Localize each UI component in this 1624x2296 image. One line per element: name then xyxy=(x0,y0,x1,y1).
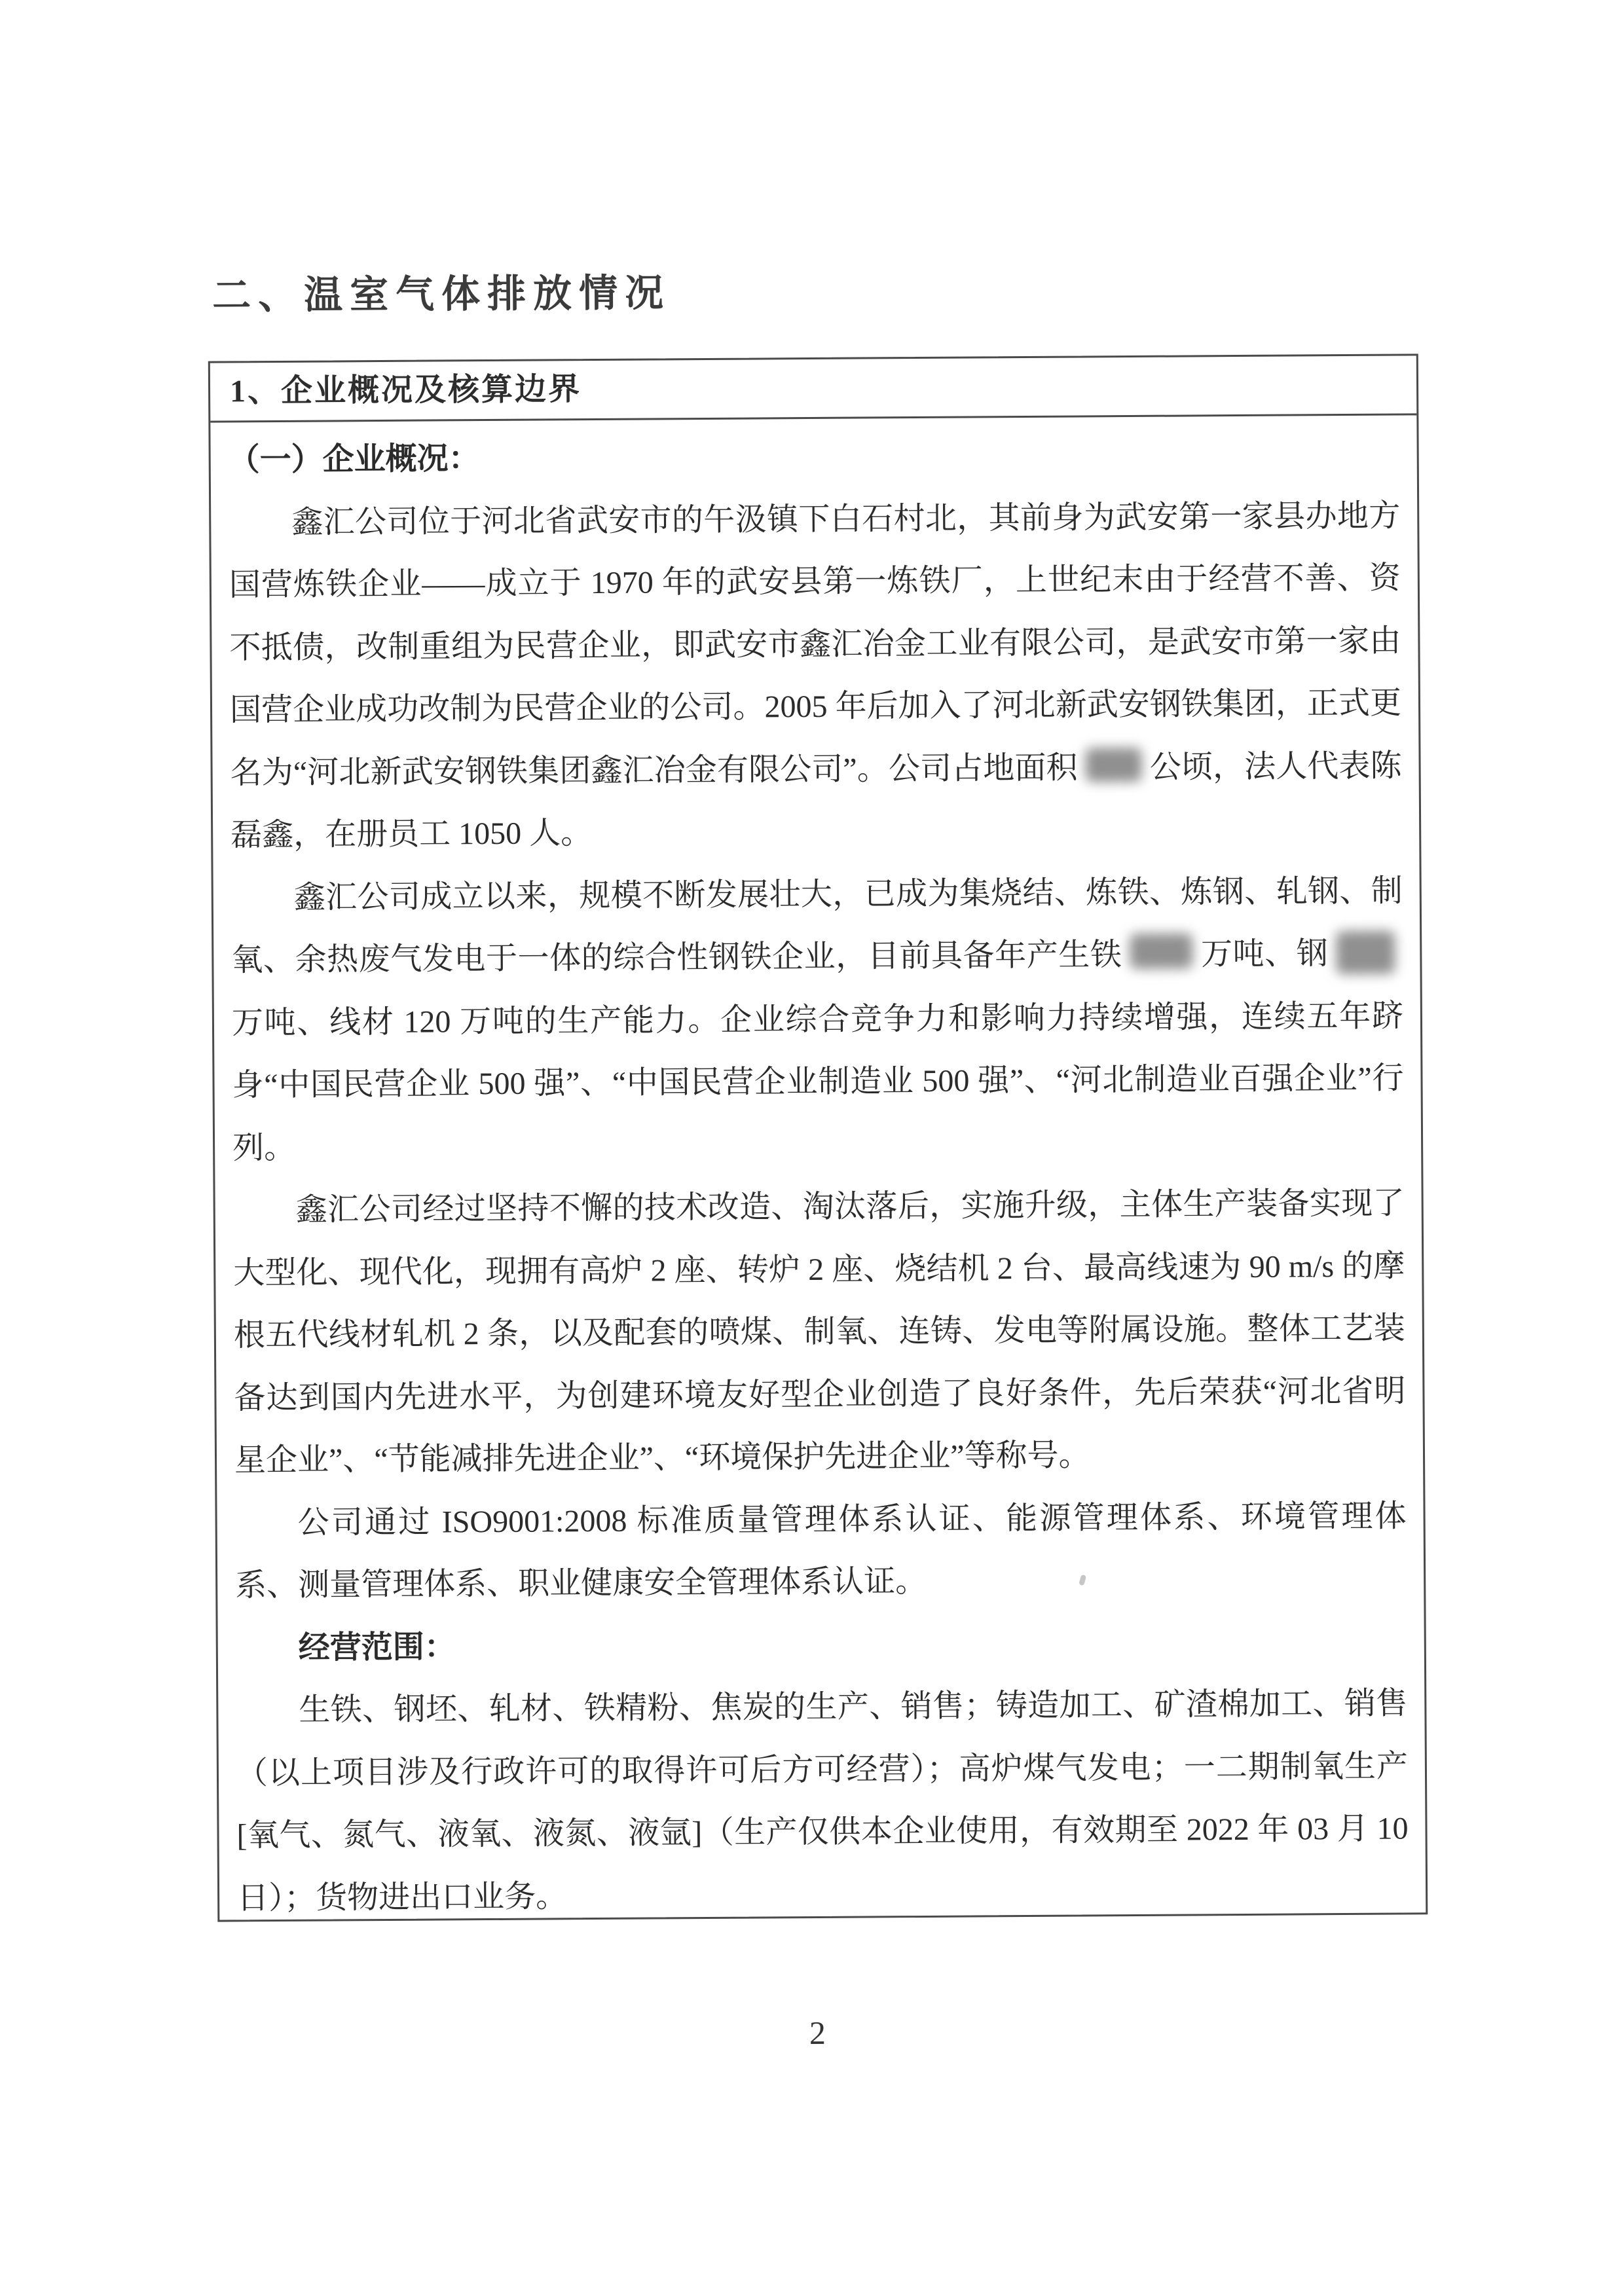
section-heading: 经营范围： xyxy=(298,1629,456,1666)
section-heading: （一）企业概况： xyxy=(228,441,480,478)
report-panel xyxy=(208,354,1428,1922)
body-paragraph: 公司通过 ISO9001:2008 标准质量管理体系认证、能源管理体系、环境管理体系、测量管理体系、职业健康安全管理体系认证。 xyxy=(235,1498,1407,1603)
redaction-blur xyxy=(1130,933,1192,969)
body-paragraph: 鑫汇公司经过坚持不懈的技术改造、淘汰落后，实施升级，主体生产装备实现了大型化、现代化，现拥有高炉 2 座、转炉 2 座、烧结机 2 台、最高线速为 90 m/s 的摩根五代线材轧机 2 条，以及配套的喷煤、制氧、连铸、发电等附属设施。整体工艺装备达到国内先进水平，为创建环境友好型企业创造了良好条件，先后荣获“河北省明星企业”、“节能减排先进企业”、“环境保护先进企业”等称号。 xyxy=(233,1186,1406,1478)
panel-header-title: 1、企业概况及核算边界 xyxy=(229,372,582,409)
redaction-blur xyxy=(1085,747,1141,782)
panel-header-row xyxy=(210,355,1417,422)
panel-body xyxy=(210,415,1426,1929)
page-title: 二、温室气体排放情况 xyxy=(212,271,671,318)
body-paragraph: 鑫汇公司成立以来，规模不断发展壮大，已成为集烧结、炼铁、炼钢、轧钢、制氧、余热废气发电于一体的综合性钢铁企业，目前具备年产生铁 万吨、钢万吨、线材 120 万吨的生产能力。企业综合竞争力和影响力持续增强，连续五年跻身“中国民营企业 500 强”、“中国民营企业制造业 500 强”、“河北制造业百强企业”行列。 xyxy=(231,873,1404,1165)
body-paragraph: 鑫汇公司位于河北省武安市的午汲镇下白石村北，其前身为武安第一家县办地方国营炼铁企业——成立于 1970 年的武安县第一炼铁厂，上世纪末由于经营不善、资不抵债，改制重组为民营企业，即武安市鑫汇冶金工业有限公司，是武安市第一家由国营企业成功改制为民营企业的公司。2005 年后加入了河北新武安钢铁集团，正式更名为“河北新武安钢铁集团鑫汇冶金有限公司”。公司占地面积 公顷，法人代表陈磊鑫，在册员工 1050 人。 xyxy=(229,498,1402,853)
redaction-blur xyxy=(1336,931,1395,975)
page-number: 2 xyxy=(809,2014,826,2052)
body-paragraph: 生铁、钢坯、轧材、铁精粉、焦炭的生产、销售；铸造加工、矿渣棉加工、销售（以上项目涉及行政许可的取得许可后方可经营）；高炉煤气发电；一二期制氧生产[氧气、氮气、液氧、液氮、液氩]（生产仅供本企业使用，有效期至 2022 年 03 月 10 日）；货物进出口业务。 xyxy=(236,1686,1409,1916)
